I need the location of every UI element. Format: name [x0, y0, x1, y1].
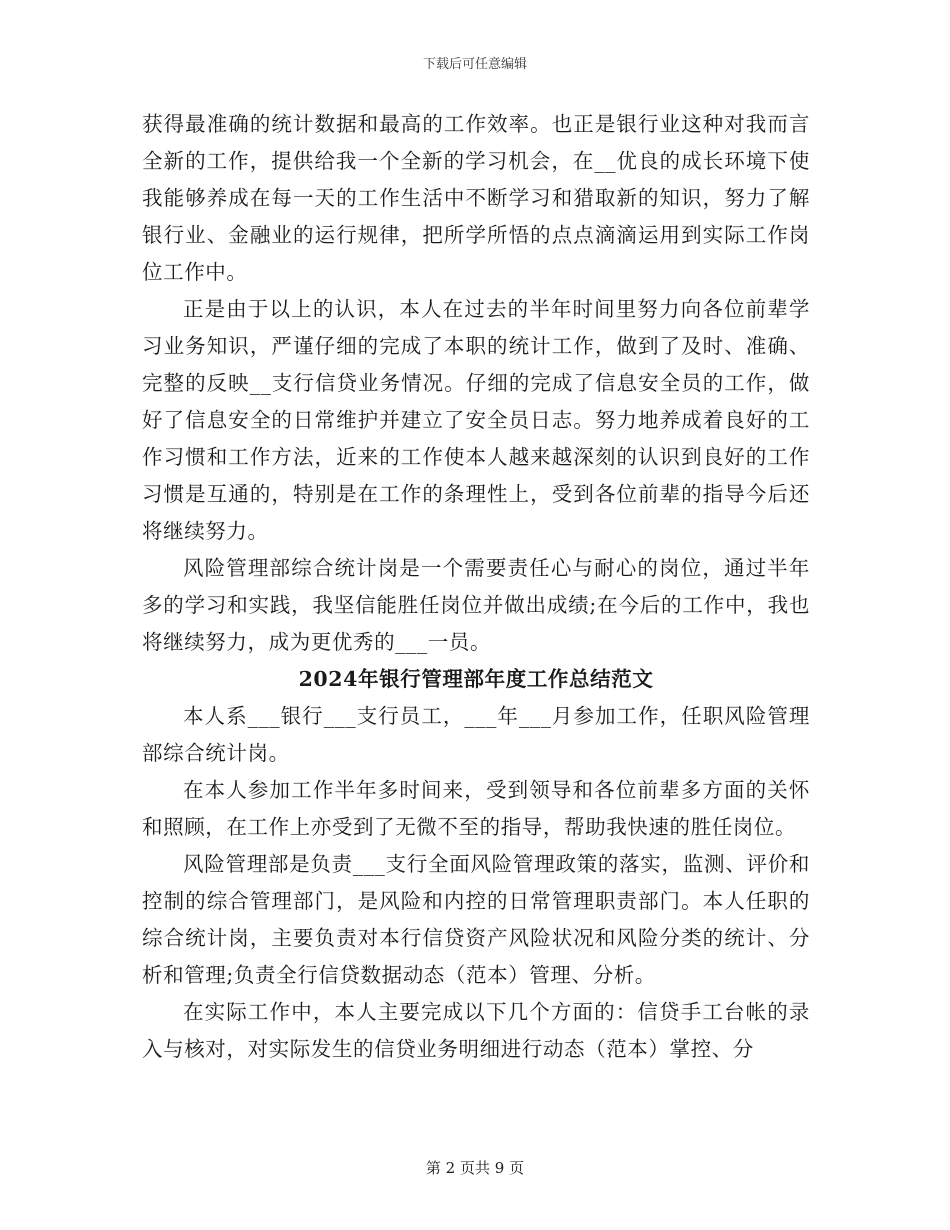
- paragraph: 本人系___银行___支行员工，___年___月参加工作，任职风险管理部综合统计岗。: [142, 704, 810, 765]
- paragraph: 正是由于以上的认识，本人在过去的半年时间里努力向各位前辈学习业务知识，严谨仔细的完成了本职的统计工作，做到了及时、准确、完整的反映__支行信贷业务情况。仔细的完成了信息安全员的工作，做好了信息安全的日常维护并建立了安全员日志。努力地养成着良好的工作习惯和工作方法，近来的工作使本人越来越深刻的认识到良好的工作习惯是互通的，特别是在工作的条理性上，受到各位前辈的指导今后还将继续努力。: [142, 297, 810, 543]
- paragraph: 在本人参加工作半年多时间来，受到领导和各位前辈多方面的关怀和照顾，在工作上亦受到了无微不至的指导，帮助我快速的胜任岗位。: [142, 778, 810, 839]
- page-header: 下载后可任意编辑: [422, 57, 527, 72]
- paragraph-continuation: 获得最准确的统计数据和最高的工作效率。也正是银行业这种对我而言全新的工作，提供给我一个全新的学习机会，在__优良的成长环境下使我能够养成在每一天的工作生活中不断学习和猎取新的知识，努力了解银行业、金融业的运行规律，把所学所悟的点点滴滴运用到实际工作岗位工作中。: [142, 112, 810, 284]
- paragraph: 风险管理部综合统计岗是一个需要责任心与耐心的岗位，通过半年多的学习和实践，我坚信能胜任岗位并做出成绩;在今后的工作中，我也将继续努力，成为更优秀的___一员。: [142, 556, 810, 654]
- paragraph: 在实际工作中，本人主要完成以下几个方面的：信贷手工台帐的录入与核对，对实际发生的信贷业务明细进行动态（范本）掌控、分: [142, 1000, 810, 1061]
- section-title: 2024年银行管理部年度工作总结范文: [298, 667, 654, 691]
- page-footer: 第 2 页共 9 页: [425, 1159, 525, 1177]
- paragraph: 风险管理部是负责___支行全面风险管理政策的落实，监测、评价和控制的综合管理部门，是风险和内控的日常管理职责部门。本人任职的综合统计岗，主要负责对本行信贷资产风险状况和风险分类的统计、分析和管理;负责全行信贷数据动态（范本）管理、分析。: [142, 852, 810, 987]
- document-body: [142, 106, 810, 1068]
